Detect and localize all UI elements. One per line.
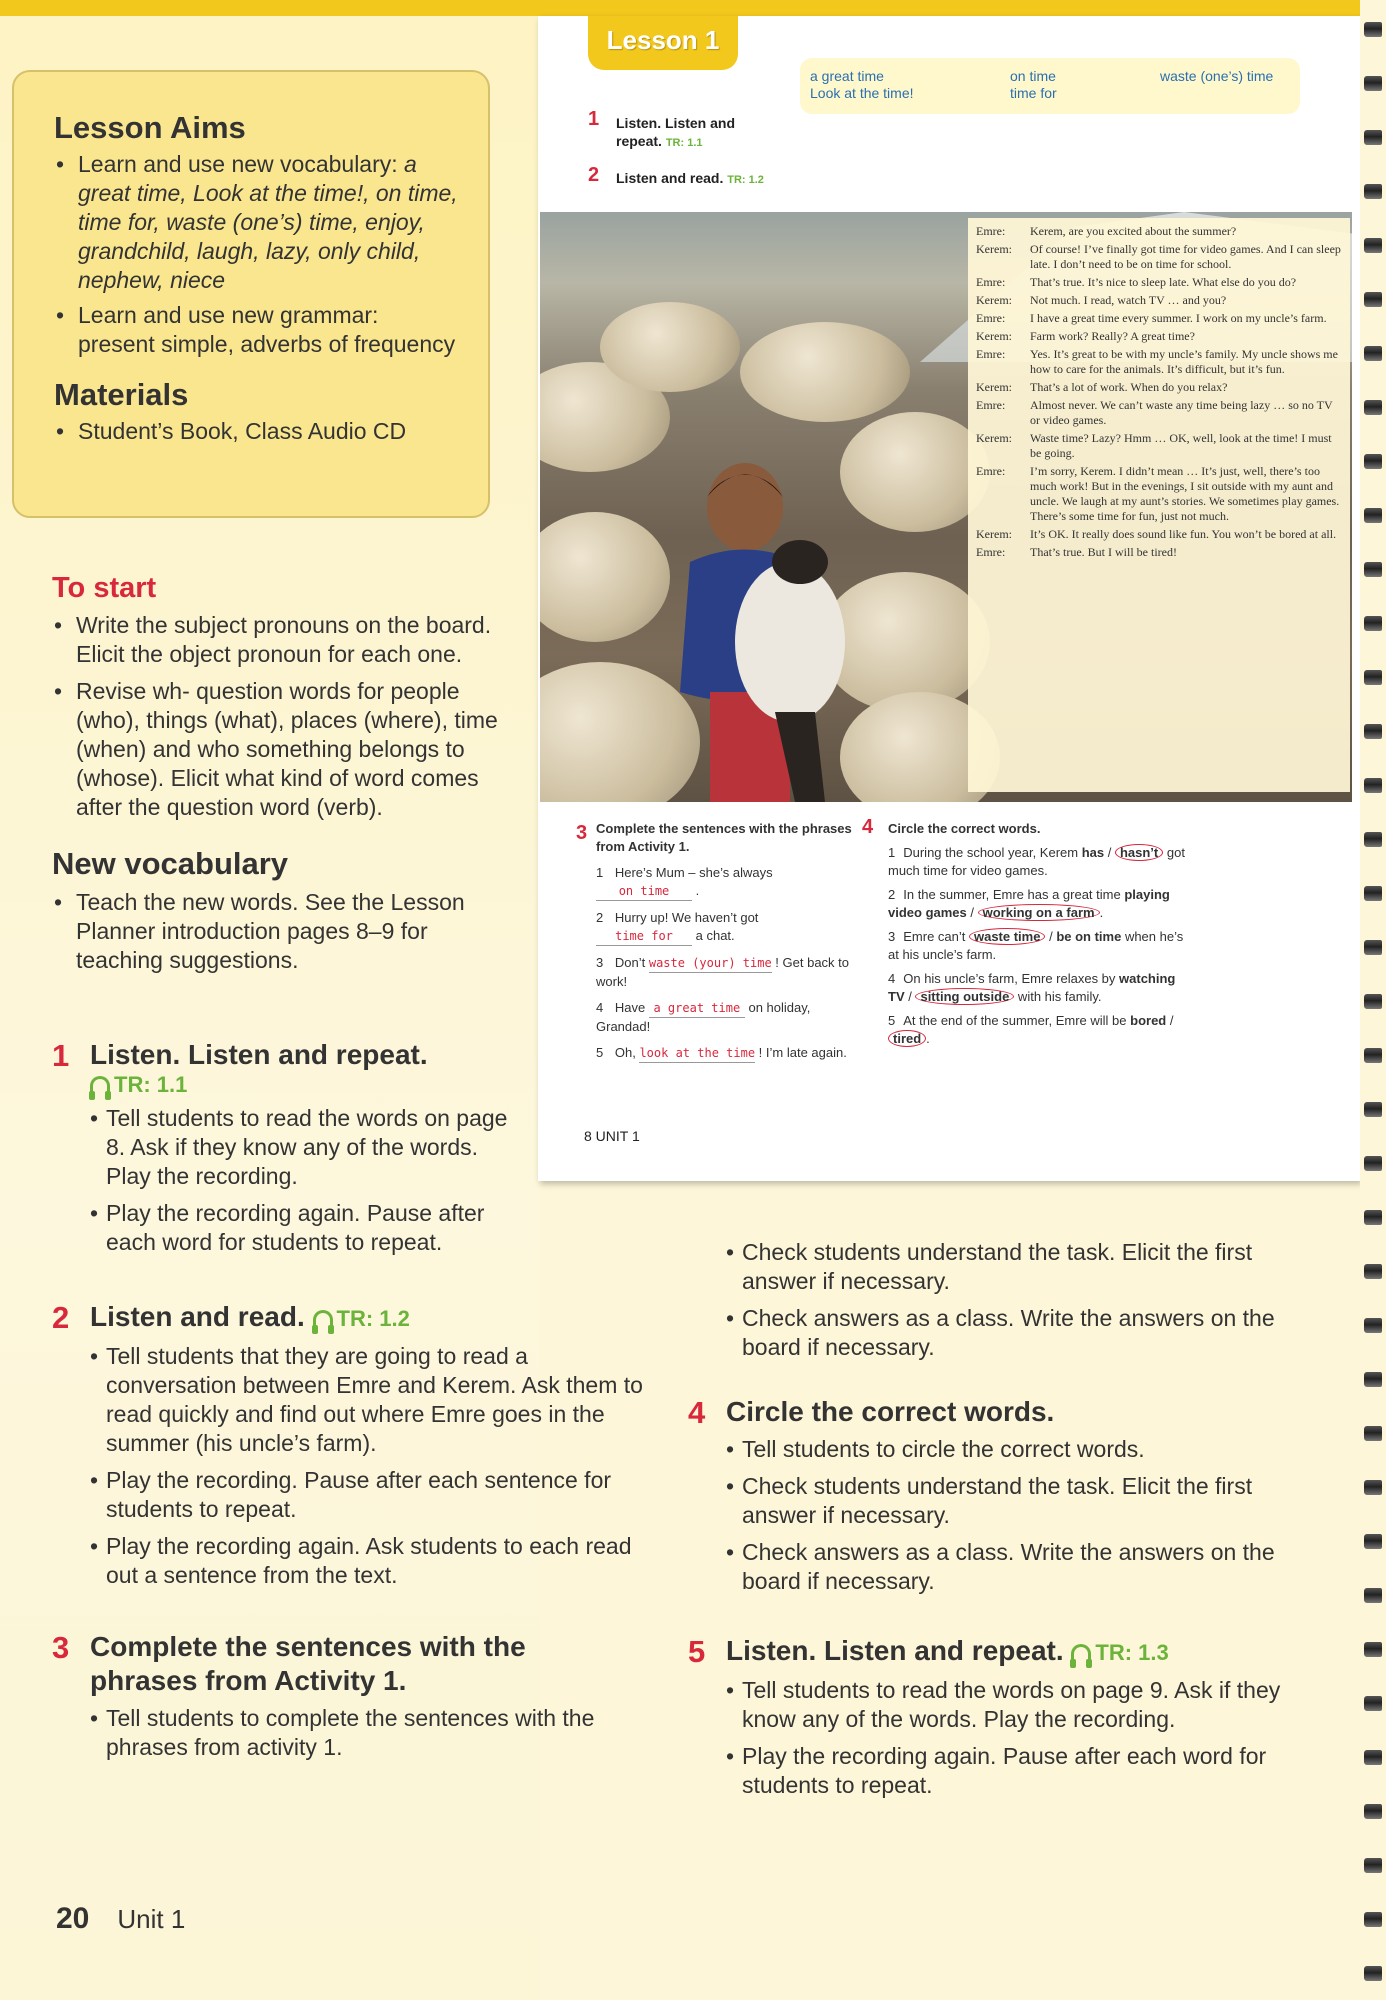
page-number: 20 (56, 1902, 90, 1935)
exercise-number: 4 (862, 816, 874, 838)
sentence-number: 5 (888, 1013, 896, 1028)
activity-number: 2 (52, 1300, 70, 1335)
exercise-4-item (888, 928, 1188, 964)
option-word[interactable]: has (1081, 845, 1105, 860)
binding-ring (1364, 1318, 1382, 1333)
exercise-4-title: Circle the correct words. (888, 821, 1041, 836)
sentence-end: . (926, 1031, 930, 1046)
speaker-line: Waste time? Lazy? Hmm … OK, well, look at the time! I must be going. (1030, 431, 1332, 460)
binding-ring (1364, 1102, 1382, 1117)
binding-ring (1364, 454, 1382, 469)
exercise-4-list (888, 844, 1188, 1048)
sentence-number: 2 (888, 887, 896, 902)
binding-ring (1364, 1048, 1382, 1063)
sentence-number: 1 (596, 865, 604, 880)
binding-ring (1364, 292, 1382, 307)
sentence-start: In the summer, Emre has a great time (903, 887, 1125, 902)
speaker-name: Kerem: (976, 242, 1012, 256)
activity-item: • Tell students to circle the correct words. (726, 1435, 1298, 1464)
exercise-1-text: Listen. Listen and repeat. (616, 115, 736, 149)
answer-blank[interactable]: a great time (649, 999, 745, 1018)
binding-ring (1364, 130, 1382, 145)
exercise-3-list (596, 864, 856, 1063)
activity-title-row (726, 1634, 1298, 1670)
speaker-line: Farm work? Really? A great time? (1030, 329, 1195, 343)
activity-title: Listen. Listen and repeat. (726, 1635, 1064, 1666)
activity-item: • Tell students to complete the sentences with the phrases from activity 1. (90, 1704, 642, 1762)
lesson-aims-title: Lesson Aims (54, 110, 246, 145)
exercise-4-item (888, 886, 1188, 922)
sentence-end: ! I’m late again. (758, 1045, 847, 1060)
exercise-1-instruction (616, 114, 756, 152)
activity-item: • Check students understand the task. Elicit the first answer if necessary. (726, 1472, 1298, 1530)
sentence-end: . (1099, 905, 1104, 920)
dialogue-line (976, 293, 1342, 308)
sentence-number: 3 (888, 929, 896, 944)
sentence-end: when he’s at his uncle’s farm. (888, 929, 1184, 962)
binding-ring (1364, 1480, 1382, 1495)
binding-ring (1364, 994, 1382, 1009)
activity-item: • Check answers as a class. Write the answers on the board if necessary. (726, 1304, 1298, 1362)
activity-1 (52, 1038, 522, 1265)
binding-ring (1364, 1210, 1382, 1225)
binding-ring (1364, 76, 1382, 91)
binding-ring (1364, 1642, 1382, 1657)
exercise-3-item (596, 999, 856, 1036)
dialogue-line (976, 380, 1342, 395)
unit-label: Unit 1 (117, 1904, 186, 1934)
headphones-icon (313, 1310, 333, 1328)
speaker-line: Not much. I read, watch TV … and you? (1030, 293, 1227, 307)
left-column (52, 572, 512, 983)
binding-ring (1364, 778, 1382, 793)
option-separator: / (966, 905, 978, 920)
materials-item: • Student’s Book, Class Audio CD (54, 417, 458, 446)
dialogue-box (968, 218, 1350, 792)
activity-number: 5 (688, 1634, 706, 1669)
binding-ring (1364, 562, 1382, 577)
exercise-2-track: TR: 1.2 (727, 174, 764, 186)
dialogue-line (976, 431, 1342, 461)
activity-item: • Tell students that they are going to read a conversation between Emre and Kerem. Ask them to read quickly and find out where Emre goes in the summer (his uncle’s farm). (90, 1342, 660, 1458)
sentence-start: Emre can’t (903, 929, 969, 944)
lesson-aims-box (12, 70, 490, 518)
exercise-1-track: TR: 1.1 (665, 137, 703, 149)
activity-3 (52, 1630, 642, 1770)
activity-item: • Play the recording again. Ask students to each read out a sentence from the text. (90, 1532, 660, 1590)
speaker-name: Kerem: (976, 380, 1012, 394)
dialogue-line (976, 311, 1342, 326)
speaker-line: Almost never. We can’t waste any time being lazy … so no TV or video games. (1030, 398, 1333, 427)
speaker-name: Emre: (976, 311, 1006, 325)
binding-ring (1364, 400, 1382, 415)
vocab-item: a great time (810, 68, 884, 84)
activity-3-continued (688, 1232, 1298, 1370)
activity-title: Circle the correct words. (726, 1396, 1055, 1427)
track-number: TR: 1.3 (1095, 1640, 1169, 1665)
option-word[interactable]: waste time (969, 928, 1045, 945)
dialogue-line (976, 242, 1342, 272)
track-number: TR: 1.1 (114, 1072, 188, 1097)
aim-item-grammar: • Learn and use new grammar: present simple, adverbs of frequency (54, 301, 458, 359)
to-start-title: To start (52, 572, 157, 604)
binding-ring (1364, 832, 1382, 847)
option-word-circled[interactable]: sitting outside (915, 988, 1014, 1005)
activity-2 (52, 1300, 652, 1598)
binding-ring (1364, 1858, 1382, 1873)
exercise-3-item (596, 864, 856, 901)
speaker-name: Kerem: (976, 293, 1012, 307)
exercise-4-item (888, 1012, 1188, 1048)
exercise-number: 1 (588, 108, 600, 130)
speaker-line: That’s true. It’s nice to sleep late. What else do you do? (1030, 275, 1297, 289)
option-separator: / (904, 989, 916, 1004)
sentence-start: Oh, (614, 1045, 636, 1060)
student-book-page-number: 8 UNIT 1 (584, 1128, 640, 1144)
new-vocabulary-title: New vocabulary (52, 846, 289, 881)
sentence-start: Have (614, 1000, 646, 1015)
headphones-icon (90, 1076, 110, 1094)
page-footer (56, 1902, 185, 1936)
sentence-start: Don’t (614, 955, 646, 970)
option-word-circled[interactable]: working on a farm (978, 904, 1100, 921)
farm-photo (540, 212, 1352, 802)
binding-ring (1364, 1264, 1382, 1279)
binding-ring (1364, 886, 1382, 901)
materials-title: Materials (54, 377, 189, 412)
activity-number: 3 (52, 1630, 70, 1665)
speaker-line: Of course! I’ve finally got time for video games. And I can sleep late. I don’t need to be on time for school. (1030, 242, 1341, 271)
binding-ring (1364, 1966, 1382, 1981)
sentence-end: ! Get back to work! (596, 955, 849, 989)
binding-ring (1364, 940, 1382, 955)
exercise-number: 3 (576, 822, 588, 844)
option-word-circled[interactable]: be on time (1056, 929, 1122, 944)
activity-item: • Play the recording again. Pause after each word for students to repeat. (726, 1742, 1298, 1800)
binding-ring (1364, 1696, 1382, 1711)
sentence-number: 4 (888, 971, 896, 986)
headphones-icon (1071, 1644, 1091, 1662)
answer-blank[interactable]: time for (596, 927, 692, 946)
speaker-line: Yes. It’s great to be with my uncle’s family. My uncle shows me how to care for the animals. It’s difficult, but it’s fun. (1030, 347, 1338, 376)
binding-ring (1364, 1912, 1382, 1927)
exercise-2-instruction (616, 170, 764, 186)
dialogue-line (976, 527, 1342, 542)
activity-item: • Play the recording again. Pause after each word for students to repeat. (90, 1199, 522, 1257)
to-start-item: • Revise wh- question words for people (who), things (what), places (where), time (when) and who something belongs to (whose). Elicit what kind of word comes after the question word (verb). (52, 677, 512, 822)
binding-ring (1364, 508, 1382, 523)
speaker-name: Kerem: (976, 431, 1012, 445)
aim-item-vocabulary (54, 150, 458, 295)
sentence-start: During the school year, Kerem (903, 845, 1082, 860)
speaker-line: I’m sorry, Kerem. I didn’t mean … It’s just, well, there’s too much work! But in the evenings, I sit outside with my aunt and uncle. We laugh at my aunt’s stories. We sometimes play games. There’s some time for fun, just not much. (1030, 464, 1340, 523)
sentence-number: 2 (596, 910, 604, 925)
option-separator: / (1104, 845, 1115, 860)
dialogue-line (976, 347, 1342, 377)
binding-ring (1364, 346, 1382, 361)
speaker-line: I have a great time every summer. I work on my uncle’s farm. (1030, 311, 1327, 325)
new-vocabulary-item: • Teach the new words. See the Lesson Planner introduction pages 8–9 for teaching suggestions. (52, 888, 512, 975)
sentence-number: 4 (596, 1000, 604, 1015)
activity-item: • Check answers as a class. Write the answers on the board if necessary. (726, 1538, 1298, 1596)
activity-number: 4 (688, 1395, 706, 1430)
vocab-item: on time (1010, 68, 1056, 84)
binding-ring (1364, 724, 1382, 739)
vocab-item: time for (1010, 85, 1057, 101)
lesson-tab: Lesson 1 (588, 16, 738, 70)
activity-title: Listen. Listen and repeat. (90, 1039, 428, 1070)
exercise-4-item (888, 970, 1188, 1006)
student-book-page (538, 16, 1360, 1181)
sentence-start: On his uncle’s farm, Emre relaxes by (903, 971, 1120, 986)
activity-title: Listen and read. (90, 1301, 305, 1332)
sentence-end: with his family. (1014, 989, 1102, 1004)
option-word[interactable]: playing video games (888, 887, 1170, 920)
speaker-line: That’s a lot of work. When do you relax? (1030, 380, 1228, 394)
activity-item: • Tell students to read the words on page 8. Ask if they know any of the words. Play the recording. (90, 1104, 522, 1191)
boy-with-lamb-figure (650, 442, 860, 802)
speaker-name: Emre: (976, 347, 1006, 361)
sentence-number: 1 (888, 845, 896, 860)
exercise-3-title: Complete the sentences with the phrases from Activity 1. (596, 821, 852, 854)
exercise-2-text: Listen and read. (616, 170, 724, 186)
vocab-item: waste (one’s) time (1160, 68, 1274, 84)
to-start-item: • Write the subject pronouns on the board. Elicit the object pronoun for each one. (52, 611, 512, 669)
binding-ring (1364, 1750, 1382, 1765)
activity-title-row (90, 1300, 652, 1336)
exercise-3 (596, 820, 856, 1071)
speaker-name: Emre: (976, 464, 1006, 478)
binding-ring (1364, 1156, 1382, 1171)
binding-ring (1364, 238, 1382, 253)
aim-vocab-words: a great time, Look at the time!, on time, time for, waste (one’s) time, enjoy, grandchild, laugh, lazy, only child, nephew, niece (78, 151, 458, 293)
dialogue-line (976, 464, 1342, 524)
sheep-shape (600, 302, 740, 392)
activity-item: • Play the recording. Pause after each sentence for students to repeat. (90, 1466, 660, 1524)
speaker-name: Kerem: (976, 527, 1012, 541)
activity-5 (688, 1634, 1298, 1808)
binding-ring (1364, 184, 1382, 199)
dialogue-line (976, 275, 1342, 290)
exercise-4-item (888, 844, 1188, 880)
activity-item: • Check students understand the task. Elicit the first answer if necessary. (726, 1238, 1298, 1296)
track-label (90, 1072, 522, 1098)
binding-ring (1364, 1534, 1382, 1549)
activity-title: Complete the sentences with the phrases from Activity 1. (90, 1631, 526, 1696)
binding-ring (1364, 22, 1382, 37)
speaker-line: Kerem, are you excited about the summer? (1030, 224, 1237, 238)
answer-blank[interactable]: on time (596, 882, 692, 901)
exercise-3-item (596, 909, 856, 946)
track-number: TR: 1.2 (336, 1306, 410, 1331)
speaker-name: Emre: (976, 545, 1006, 559)
binding-ring (1364, 670, 1382, 685)
answer-blank[interactable]: waste (your) time (649, 954, 772, 973)
vocabulary-box (800, 58, 1300, 114)
binding-ring (1364, 1372, 1382, 1387)
sentence-start: Hurry up! We haven’t got (614, 910, 759, 925)
speaker-name: Emre: (976, 398, 1006, 412)
sentence-end: a chat. (695, 928, 735, 943)
speaker-name: Kerem: (976, 329, 1012, 343)
option-separator: / (1166, 1013, 1174, 1028)
speaker-line: That’s true. But I will be tired! (1030, 545, 1177, 559)
speaker-name: Emre: (976, 275, 1006, 289)
aim-vocab-lead: Learn and use new vocabulary: (78, 151, 398, 177)
binding-ring (1364, 616, 1382, 631)
answer-blank[interactable]: look at the time (639, 1044, 755, 1063)
sentence-end: . (695, 883, 700, 898)
exercise-number: 2 (588, 164, 600, 186)
speaker-line: It’s OK. It really does sound like fun. You won’t be bored at all. (1030, 527, 1337, 541)
option-word-circled[interactable]: tired (888, 1030, 926, 1047)
dialogue-line (976, 545, 1342, 560)
sheep-shape (740, 322, 910, 422)
sentence-end: on holiday, Grandad! (596, 1000, 811, 1034)
binding-ring (1364, 1804, 1382, 1819)
top-band (0, 0, 1386, 16)
sentence-number: 3 (596, 955, 604, 970)
dialogue-line (976, 224, 1342, 239)
spiral-binding (1360, 0, 1386, 2000)
binding-ring (1364, 1426, 1382, 1441)
sentence-number: 5 (596, 1045, 604, 1060)
sentence-end: got much time for video games. (888, 845, 1185, 878)
option-word[interactable]: watching TV (888, 971, 1176, 1004)
exercise-3-item (596, 1044, 856, 1063)
dialogue-line (976, 329, 1342, 344)
sentence-start: At the end of the summer, Emre will be (903, 1013, 1131, 1028)
vocab-item: Look at the time! (810, 85, 914, 101)
activity-4 (688, 1395, 1298, 1604)
activity-item: • Tell students to read the words on page 9. Ask if they know any of the words. Play the recording. (726, 1676, 1298, 1734)
option-word[interactable]: bored (1130, 1013, 1167, 1028)
sentence-start: Here’s Mum – she’s always (614, 865, 773, 880)
speaker-name: Emre: (976, 224, 1006, 238)
exercise-3-item (596, 954, 856, 991)
option-separator: / (1045, 929, 1057, 944)
exercise-4 (888, 820, 1188, 1054)
dialogue-line (976, 398, 1342, 428)
dialogue-rows (976, 224, 1342, 560)
option-word-circled[interactable]: hasn’t (1115, 844, 1163, 861)
binding-ring (1364, 1588, 1382, 1603)
activity-number: 1 (52, 1038, 70, 1073)
